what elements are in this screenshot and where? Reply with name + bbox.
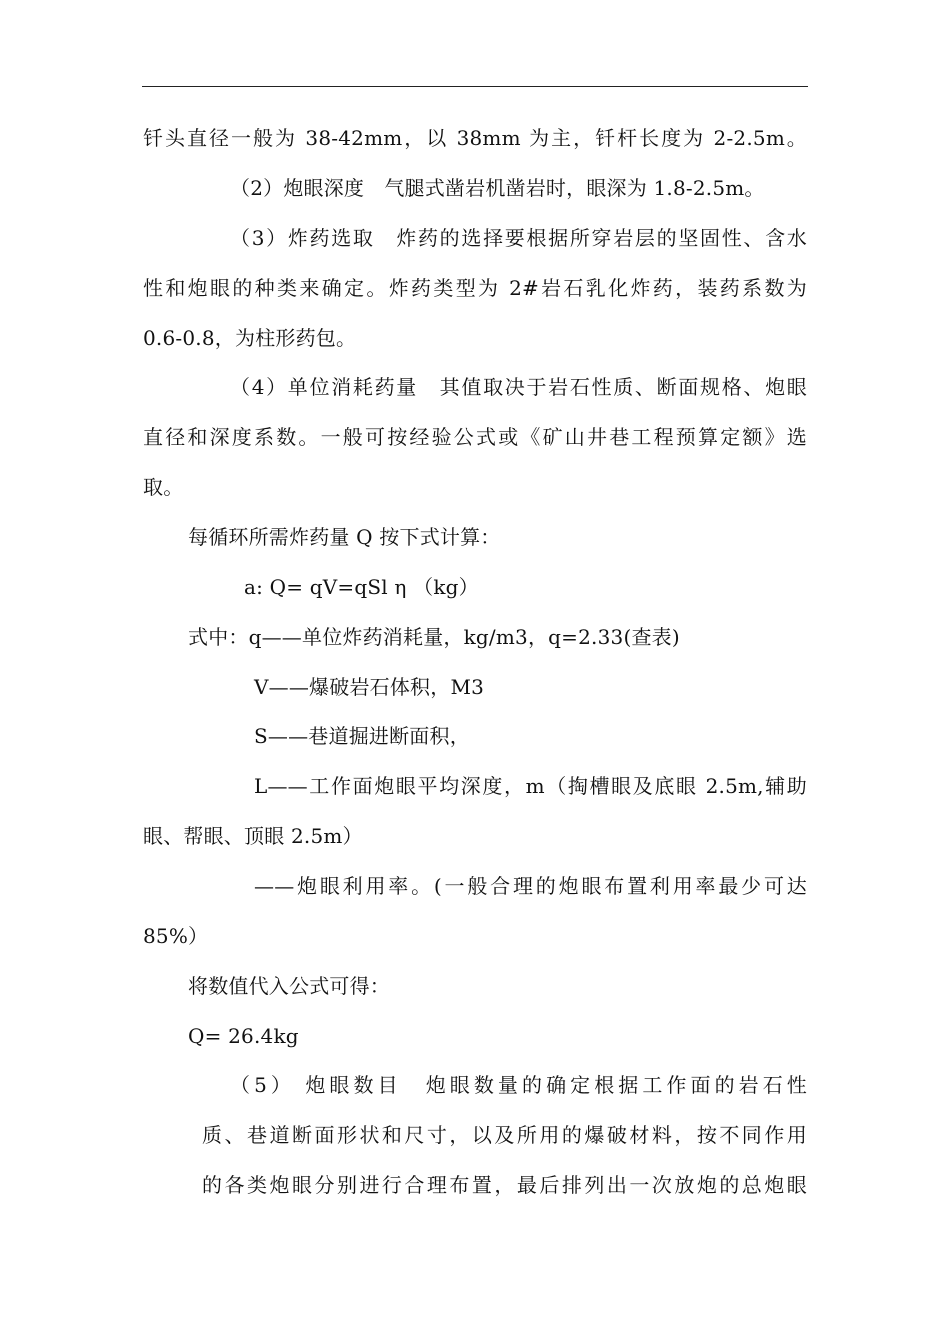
text-line: （5） 炮眼数目 炮眼数量的确定根据工作面的岩石性: [230, 1073, 807, 1097]
text-line: ——炮眼利用率。(一般合理的炮眼布置利用率最少可达: [254, 874, 807, 898]
text-line: （3）炸药选取 炸药的选择要根据所穿岩层的坚固性、含水: [230, 226, 807, 250]
text-line: L——工作面炮眼平均深度，m（掏槽眼及底眼 2.5m,辅助: [254, 774, 807, 798]
text-line: V——爆破岩石体积，M3: [254, 675, 485, 699]
text-line: 0.6-0.8，为柱形药包。: [143, 326, 357, 350]
text-line: 质、巷道断面形状和尺寸，以及所用的爆破材料，按不同作用: [202, 1123, 807, 1147]
text-line: Q= 26.4kg: [188, 1024, 299, 1048]
text-line: 85%）: [143, 924, 209, 948]
text-line: 直径和深度系数。一般可按经验公式或《矿山井巷工程预算定额》选: [143, 425, 807, 449]
text-line: 取。: [143, 475, 184, 499]
text-line: 的各类炮眼分别进行合理布置，最后排列出一次放炮的总炮眼: [202, 1173, 807, 1197]
text-line: 眼、帮眼、顶眼 2.5m）: [143, 824, 363, 848]
text-line: （2）炮眼深度 气腿式凿岩机凿岩时，眼深为 1.8-2.5m。: [230, 176, 765, 200]
text-line: 式中：q——单位炸药消耗量，kg/m3，q=2.33(查表): [188, 625, 680, 649]
header-rule: [142, 86, 808, 87]
text-line: 每循环所需炸药量 Q 按下式计算：: [188, 525, 501, 549]
formula-line: a: Q= qV=qSl η （kg）: [244, 575, 479, 599]
text-line: 钎头直径一般为 38-42mm，以 38mm 为主，钎杆长度为 2-2.5m。: [143, 126, 807, 150]
text-line: 性和炮眼的种类来确定。炸药类型为 2#岩石乳化炸药，装药系数为: [143, 276, 807, 300]
text-line: （4）单位消耗药量 其值取决于岩石性质、断面规格、炮眼: [230, 375, 807, 399]
text-line: 将数值代入公式可得：: [188, 974, 390, 998]
text-line: S——巷道掘进断面积，: [254, 724, 470, 748]
